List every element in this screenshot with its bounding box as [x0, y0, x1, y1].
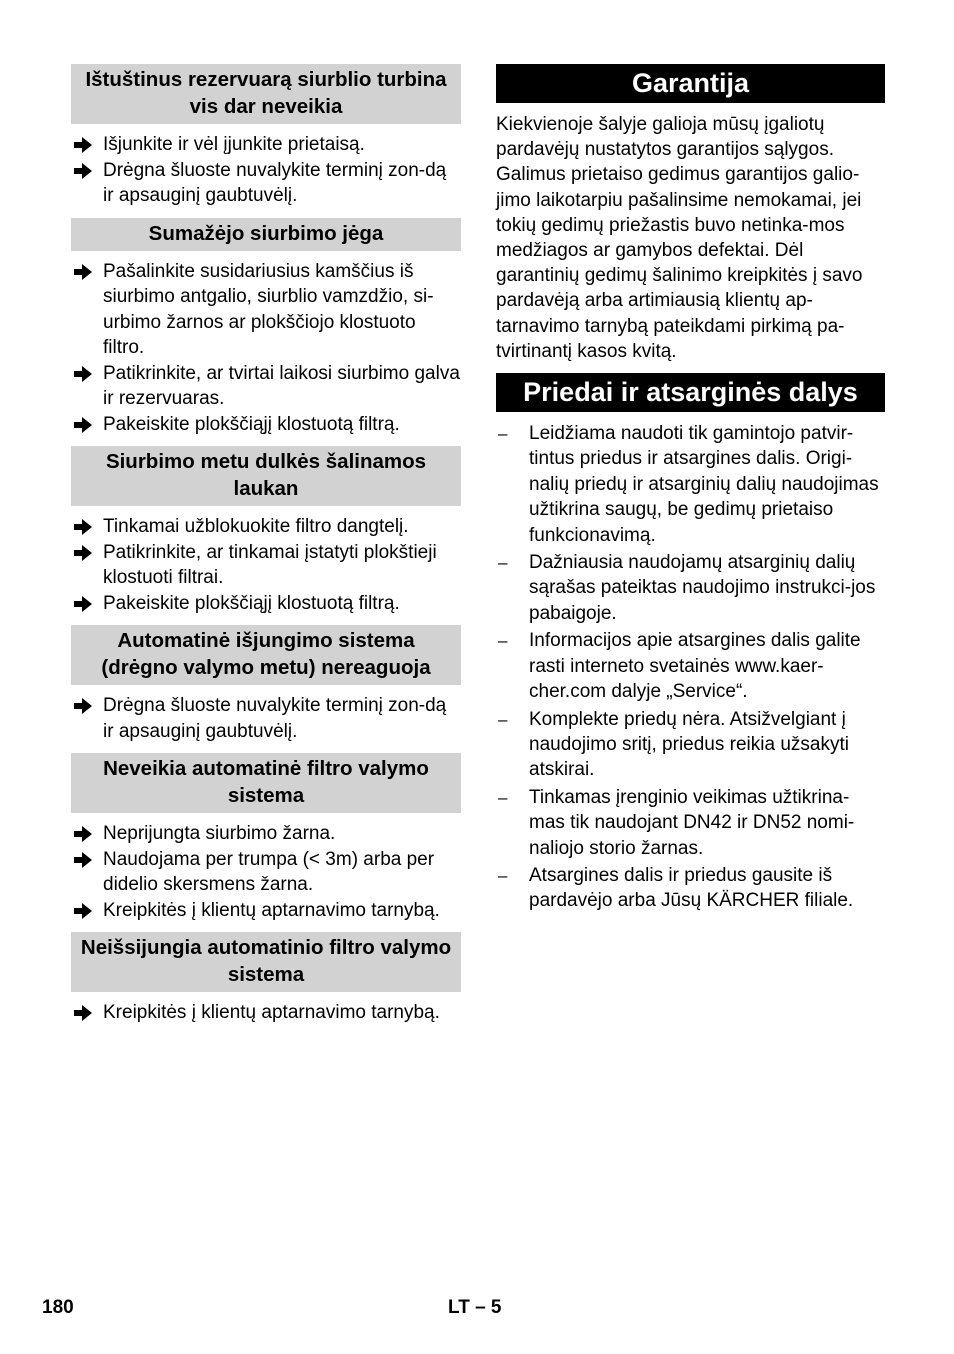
bullet-list [71, 821, 461, 923]
list-item [71, 412, 461, 438]
list-item [71, 821, 461, 847]
garantija-text: Kiekvienoje šalyje galioja mūsų įgaliotų pardavėjų nustatytos garantijos sąlygos. Galimus prietaiso gedimus garantijos galio-jimo laikotarpiu pašalinsime nemokamai, jei tokių gedimų priežastis buvo netinka-mos medžiagos ar gamybos defektai. Dėl garantinių gedimų šalinimo kreipkitės į savo pardavėją arba artimiausią klientų ap-tarnavimo tarnybą pateikdami pirkimą pa-tvirtinantį kasos kvitą. [496, 114, 863, 362]
section-heading: Neišsijungia automatinio filtro valymo sistema [71, 932, 461, 992]
priedai-heading: Priedai ir atsarginės dalys [496, 373, 885, 412]
list-item-text: Neprijungta siurbimo žarna. [103, 823, 336, 844]
list-item-text: Tinkamai užblokuokite filtro dangtelį. [103, 516, 409, 537]
bullet-list [71, 514, 461, 616]
arrow-right-icon [74, 826, 92, 842]
list-item [71, 898, 461, 924]
section-heading: Automatinė išjungimo sistema (drėgno valymo metu) nereaguoja [71, 625, 461, 685]
bullet-list [71, 1000, 461, 1026]
right-column [496, 64, 885, 914]
list-item [71, 591, 461, 617]
arrow-right-icon [74, 545, 92, 561]
list-item-text: Kreipkitės į klientų aptarnavimo tarnybą. [103, 899, 440, 921]
list-item-text: Pakeiskite plokščiąjį klostuotą filtrą. [103, 413, 400, 435]
list-item [71, 693, 461, 744]
list-item-text: Naudojama per trumpa (< 3m) arba per didelio skersmens žarna. [103, 848, 435, 895]
list-item [71, 361, 461, 412]
dash-icon: – [498, 424, 508, 444]
bullet-list [71, 693, 461, 744]
section-isjungimo-sistema [71, 625, 461, 744]
list-item [71, 847, 461, 898]
list-item [496, 421, 885, 548]
dash-list [496, 421, 885, 914]
dash-icon: – [498, 553, 508, 573]
list-item [496, 785, 885, 861]
left-column [71, 64, 461, 1026]
list-item [71, 158, 461, 209]
list-item-text: Pašalinkite susidariusius kamščius iš siurbimo antgalio, siurblio vamzdžio, si-urbimo žarnos ar plokščiojo klostuoto filtro. [103, 260, 434, 358]
list-item [71, 540, 461, 591]
section-heading: Ištuštinus rezervuarą siurblio turbina vis dar neveikia [71, 64, 461, 124]
arrow-right-icon [74, 163, 92, 179]
list-item [496, 550, 885, 626]
list-item-text: Pakeiskite plokščiąjį klostuotą filtrą. [103, 592, 400, 614]
list-item [71, 1000, 461, 1026]
list-item-text: Kreipkitės į klientų aptarnavimo tarnybą. [103, 1002, 440, 1023]
arrow-right-icon [74, 519, 92, 535]
dash-icon: – [498, 631, 508, 651]
list-item-text: Tinkamas įrenginio veikimas užtikrina-mas tik naudojant DN42 ir DN52 nomi-naliojo storio žarnas. [529, 786, 855, 859]
list-item [71, 132, 461, 158]
arrow-right-icon [74, 903, 92, 919]
arrow-right-icon [74, 698, 92, 714]
section-neissijungia [71, 932, 461, 1026]
arrow-right-icon [74, 137, 92, 153]
section-heading: Sumažėjo siurbimo jėga [71, 218, 461, 251]
section-turbina [71, 64, 461, 209]
list-item-text: Leidžiama naudoti tik gamintojo patvir-tintus priedus ir atsargines dalis. Origi-nalių priedų ir atsarginių dalių naudojimas užtikrina saugų, be gedimų prietaiso funkcionavimą. [529, 423, 879, 546]
list-item [496, 863, 885, 914]
section-label: LT – 5 [448, 1297, 502, 1318]
list-item [71, 259, 461, 361]
section-heading: Neveikia automatinė filtro valymo sistema [71, 753, 461, 813]
list-item-text: Patikrinkite, ar tinkamai įstatyti plokštieji klostuoti filtrai. [103, 541, 437, 588]
page-number: 180 [42, 1297, 74, 1318]
arrow-right-icon [74, 1005, 92, 1021]
section-heading: Siurbimo metu dulkės šalinamos laukan [71, 446, 461, 506]
dash-icon: – [498, 709, 508, 729]
list-item-text: Drėgna šluoste nuvalykite terminį zon-dą ir apsauginį gaubtuvėlį. [103, 159, 447, 206]
list-item [496, 628, 885, 704]
section-siurbimo-jega [71, 218, 461, 438]
list-item-text: Patikrinkite, ar tvirtai laikosi siurbimo galva ir rezervuaras. [103, 362, 460, 409]
dash-icon: – [498, 787, 508, 807]
list-item [496, 707, 885, 783]
list-item [71, 514, 461, 540]
list-item-text: Drėgna šluoste nuvalykite terminį zon-dą ir apsauginį gaubtuvėlį. [103, 695, 447, 742]
arrow-right-icon [74, 852, 92, 868]
list-item-text: Atsargines dalis ir priedus gausite iš pardavėjo arba Jūsų KÄRCHER filiale. [529, 864, 854, 912]
arrow-right-icon [74, 596, 92, 612]
arrow-right-icon [74, 417, 92, 433]
bullet-list [71, 259, 461, 438]
list-item-text: Komplekte priedų nėra. Atsižvelgiant į naudojimo sritį, priedus reikia užsakyti atskirai. [529, 708, 849, 781]
section-filtro-valymas [71, 753, 461, 923]
section-dulkes [71, 446, 461, 616]
arrow-right-icon [74, 366, 92, 382]
bullet-list [71, 132, 461, 209]
list-item-text: Informacijos apie atsargines dalis galite rasti interneto svetainės www.kaer-cher.com dalyje „Service“. [529, 630, 861, 703]
list-item-text: Dažniausia naudojamų atsarginių dalių sąrašas pateiktas naudojimo instrukci-jos pabaigoje. [529, 552, 876, 624]
arrow-right-icon [74, 264, 92, 280]
dash-icon: – [498, 865, 508, 885]
list-item-text: Išjunkite ir vėl įjunkite prietaisą. [103, 134, 365, 155]
garantija-heading: Garantija [496, 64, 885, 103]
